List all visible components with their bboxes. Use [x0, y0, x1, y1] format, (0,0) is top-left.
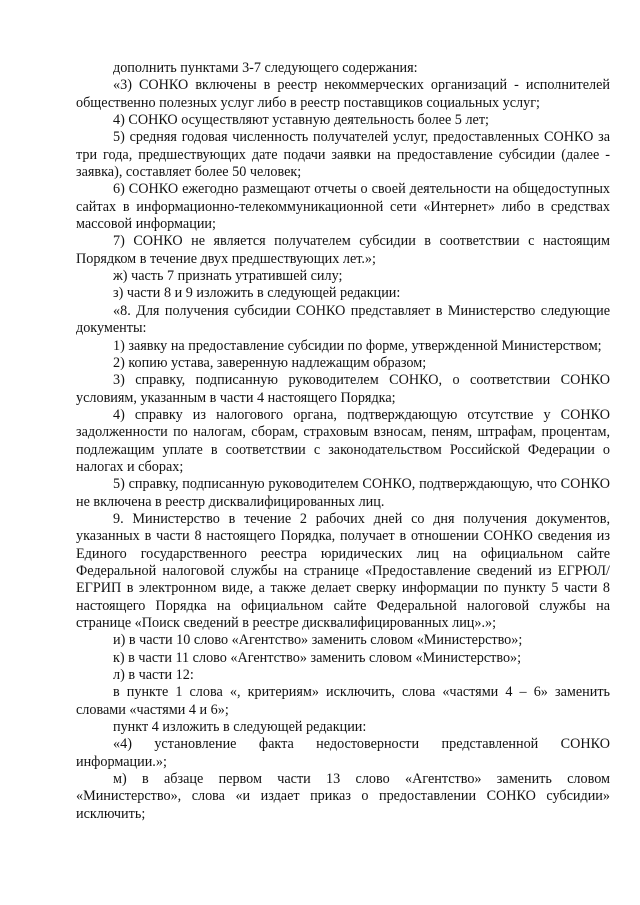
- paragraph-item-3: «3) СОНКО включены в реестр некоммерческих организаций - исполнителей общественно полезных услуг либо в реестр поставщиков социальных услуг;: [76, 77, 610, 111]
- paragraph-doc-4: 4) справку из налогового органа, подтверждающую отсутствие у СОНКО задолженности по налогам, сборам, страховым взносам, пеням, штрафам, процентам, подлежащим уплате в соответствии с законодательством Российской Федерации о налогах и сборах;: [76, 406, 610, 475]
- paragraph-l: л) в части 12:: [113, 667, 194, 684]
- paragraph-k: к) в части 11 слово «Агентство» заменить словом «Министерство»;: [113, 649, 522, 666]
- paragraph-l-point-1: в пункте 1 слова «, критериям» исключить, слова «частями 4 – 6» заменить словами «частями 4 и 6»;: [76, 684, 610, 718]
- paragraph-i: и) в части 10 слово «Агентство» заменить словом «Министерство»;: [113, 632, 523, 649]
- document-page: [76, 60, 610, 823]
- paragraph-part-8: «8. Для получения субсидии СОНКО представляет в Министерство следующие документы:: [76, 302, 610, 337]
- paragraph-doc-5: 5) справку, подписанную руководителем СОНКО, подтверждающую, что СОНКО не включена в реестр дисквалифицированных лиц.: [76, 476, 610, 510]
- paragraph-item-7: 7) СОНКО не является получателем субсидии в соответствии с настоящим Порядком в течение двух предшествующих лет.»;: [76, 233, 610, 267]
- paragraph-zh: ж) часть 7 признать утратившей силу;: [113, 268, 343, 285]
- paragraph-doc-1: 1) заявку на предоставление субсидии по форме, утвержденной Министерством;: [113, 337, 602, 354]
- paragraph-item-6: 6) СОНКО ежегодно размещают отчеты о своей деятельности на общедоступных сайтах в информационно-телекоммуникационной сети «Интернет» либо в средствах массовой информации;: [76, 181, 610, 233]
- paragraph-doc-3: 3) справку, подписанную руководителем СОНКО, о соответствии СОНКО условиям, указанным в части 4 настоящего Порядка;: [76, 372, 610, 406]
- paragraph-z: з) части 8 и 9 изложить в следующей редакции:: [113, 285, 401, 302]
- paragraph-l-point-4: пункт 4 изложить в следующей редакции:: [113, 719, 367, 736]
- paragraph-item-5: 5) средняя годовая численность получателей услуг, предоставленных СОНКО за три года, предшествующих дате подачи заявки на предоставление субсидии (далее - заявка), составляет более 50 человек;: [76, 129, 610, 181]
- paragraph-doc-2: 2) копию устава, заверенную надлежащим образом;: [113, 354, 427, 371]
- paragraph-m: м) в абзаце первом части 13 слово «Агентство» заменить словом «Министерство», слова «и издает приказ о предоставлении СОНКО субсидии» исключить;: [76, 771, 610, 822]
- paragraph-item-4: 4) СОНКО осуществляют уставную деятельность более 5 лет;: [113, 112, 489, 129]
- paragraph-l-point-4-text: «4) установление факта недостоверности представленной СОНКО информации.»;: [76, 736, 610, 770]
- paragraph-intro: дополнить пунктами 3-7 следующего содержания:: [113, 60, 418, 76]
- paragraph-part-9: 9. Министерство в течение 2 рабочих дней со дня получения документов, указанных в части 8 настоящего Порядка, получает в отношении СОНКО сведения из Единого государственного реестра юридических лиц на официальном сайте Федеральной налоговой службы на странице «Предоставление сведений из ЕГРЮЛ/ЕГРИП в электронном виде, а также делает сверку информации по пункту 5 части 8 настоящего Порядка на официальном сайте Федеральной налоговой службы на странице «Поиск сведений в реестре дисквалифицированных лиц».»;: [76, 510, 610, 631]
